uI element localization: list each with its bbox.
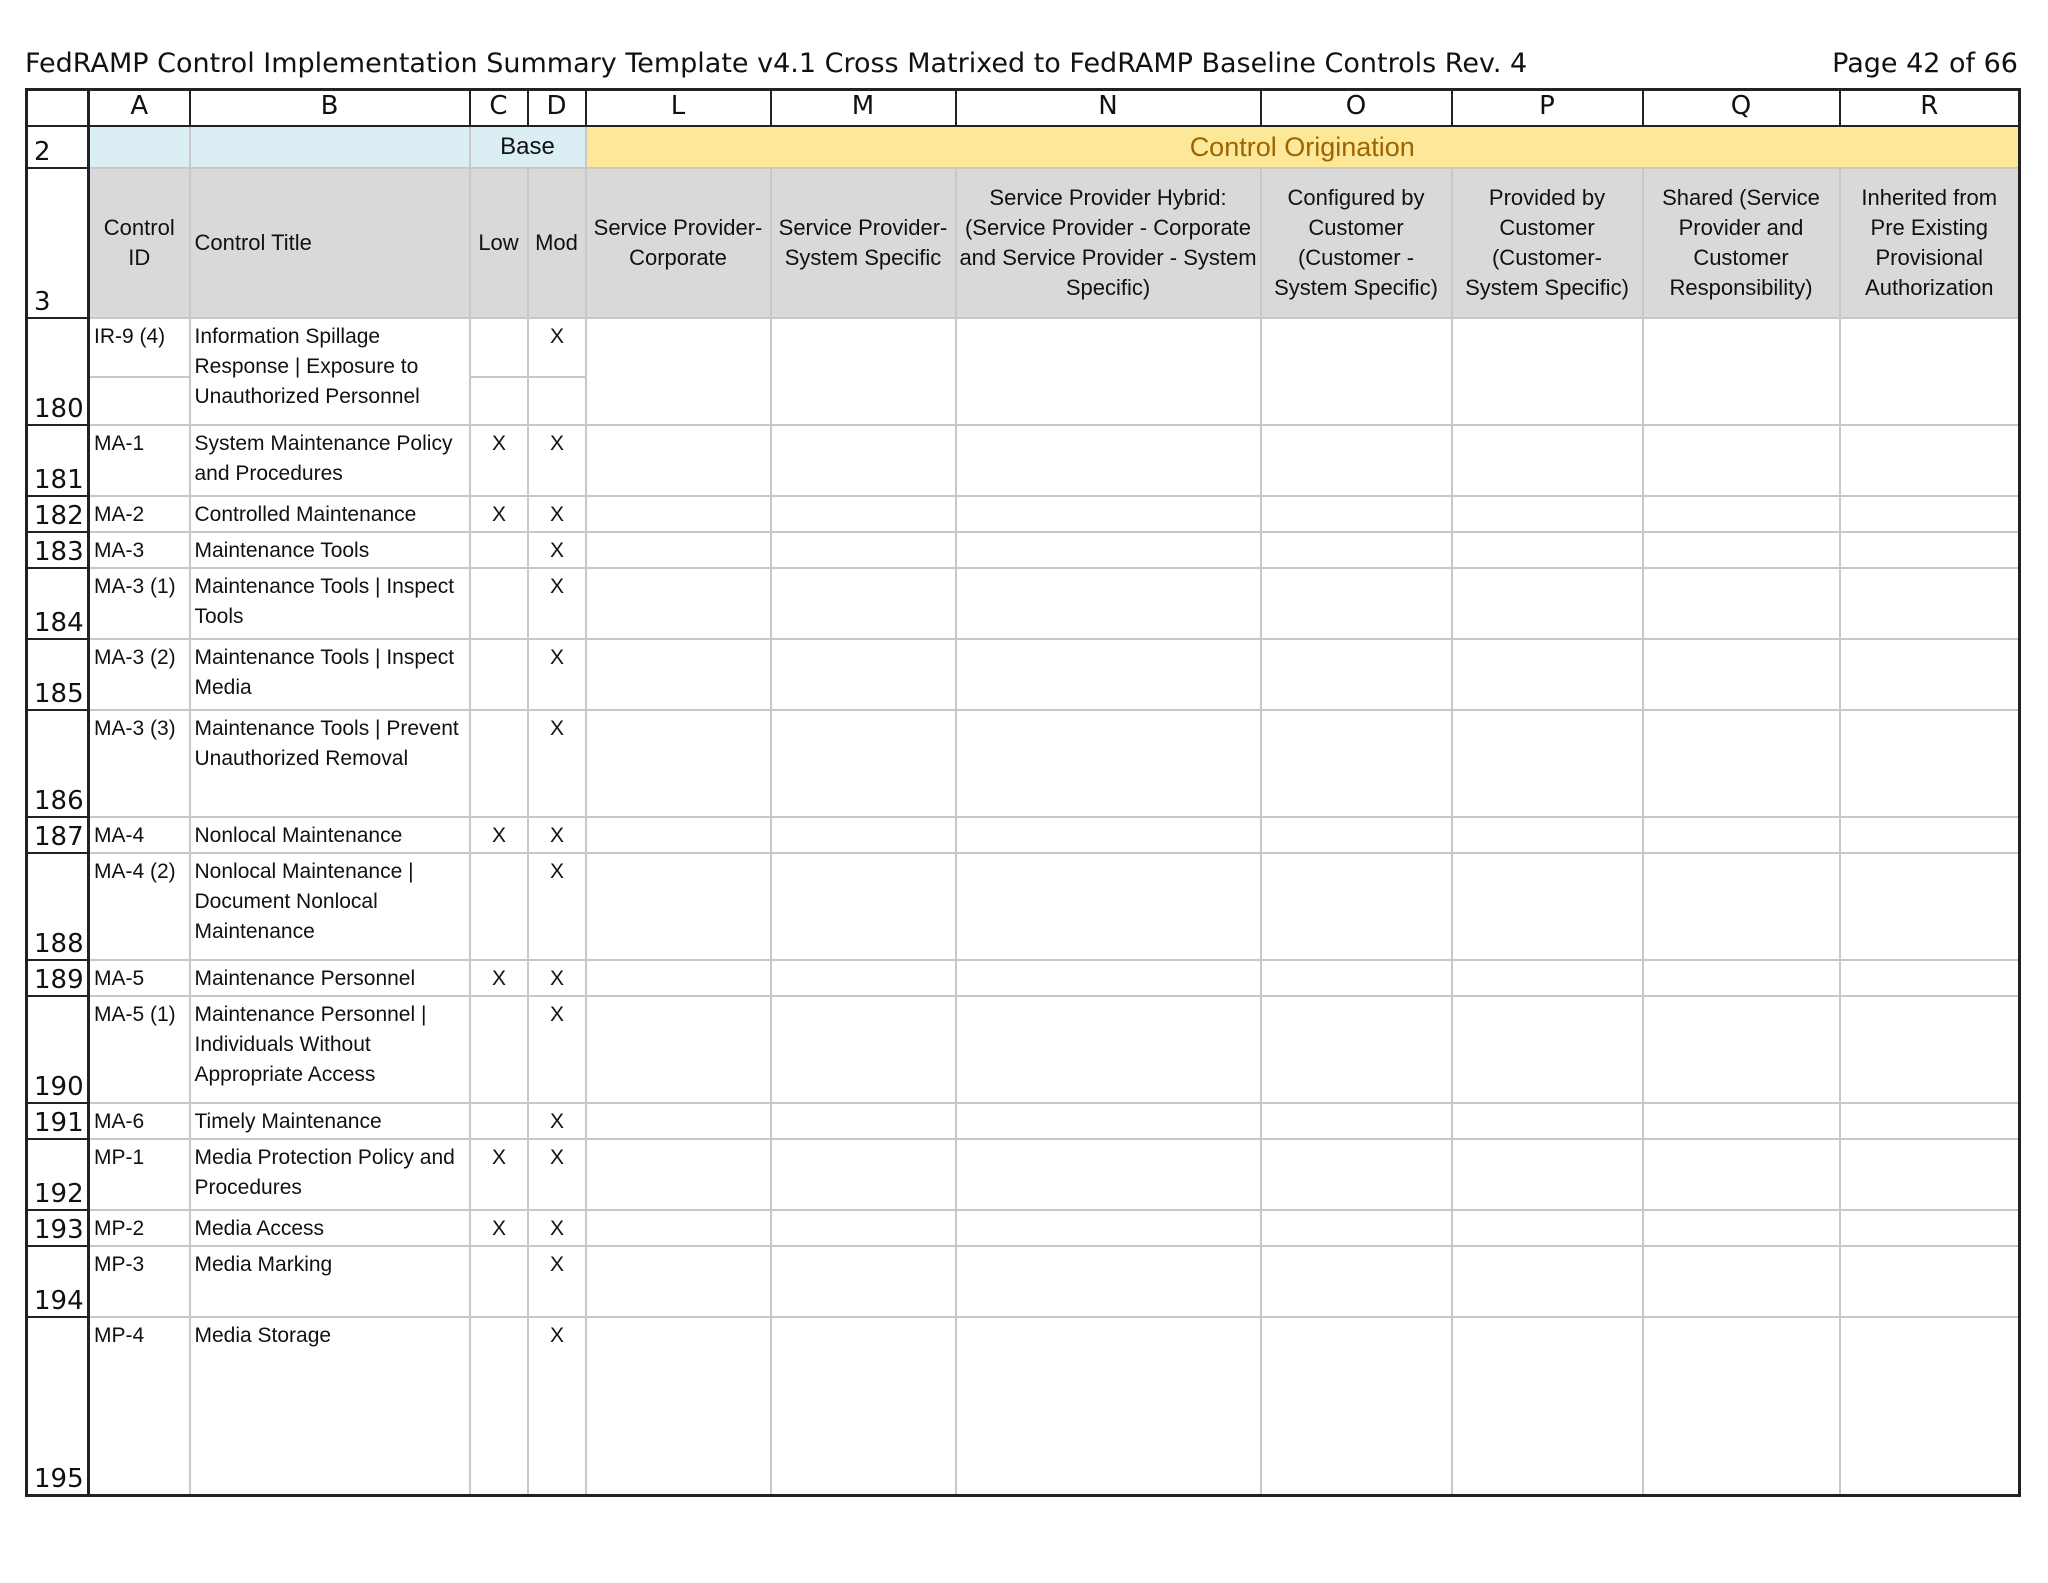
row-number[interactable]: 180 bbox=[27, 318, 89, 425]
origination-cell[interactable] bbox=[956, 1103, 1261, 1139]
table-row bbox=[27, 1317, 2020, 1495]
low-cell[interactable]: X bbox=[470, 1210, 528, 1246]
origination-cell[interactable] bbox=[1840, 853, 2020, 960]
merged-cell-divider bbox=[471, 376, 527, 378]
origination-cell[interactable] bbox=[1643, 960, 1840, 996]
origination-cell[interactable] bbox=[1261, 639, 1452, 710]
origination-cell[interactable] bbox=[1643, 817, 1840, 853]
row-number[interactable]: 181 bbox=[27, 425, 89, 496]
origination-cell[interactable] bbox=[1643, 318, 1840, 425]
origination-cell[interactable] bbox=[1643, 1139, 1840, 1210]
low-cell[interactable] bbox=[470, 853, 528, 960]
origination-cell[interactable] bbox=[956, 817, 1261, 853]
row-number[interactable]: 188 bbox=[27, 853, 89, 960]
control-origination-group-header[interactable]: Control Origination bbox=[586, 126, 2020, 168]
control-id-cell[interactable]: MP-4 bbox=[89, 1317, 190, 1495]
origination-cell[interactable] bbox=[1261, 496, 1452, 532]
low-cell[interactable]: X bbox=[470, 425, 528, 496]
origination-cell[interactable] bbox=[1840, 318, 2020, 425]
table-row bbox=[27, 318, 2020, 425]
mod-cell[interactable]: X bbox=[528, 960, 586, 996]
header-sp-system-specific[interactable]: Service Provider-System Specific bbox=[771, 168, 956, 318]
header-low[interactable]: Low bbox=[470, 168, 528, 318]
row-number[interactable]: 191 bbox=[27, 1103, 89, 1139]
column-header-m[interactable]: M bbox=[771, 90, 956, 127]
control-id-cell[interactable]: MP-1 bbox=[89, 1139, 190, 1210]
origination-cell[interactable] bbox=[771, 639, 956, 710]
row-number[interactable]: 184 bbox=[27, 568, 89, 639]
row-number[interactable]: 189 bbox=[27, 960, 89, 996]
control-title-cell[interactable]: System Maintenance Policy and Procedures bbox=[190, 425, 470, 496]
mod-cell[interactable]: X bbox=[528, 639, 586, 710]
column-header-a[interactable]: A bbox=[89, 90, 190, 127]
control-id: IR-9 (4) bbox=[94, 325, 166, 348]
row-number[interactable]: 2 bbox=[27, 126, 89, 168]
origination-cell[interactable] bbox=[586, 568, 771, 639]
mod-cell[interactable]: X bbox=[528, 1103, 586, 1139]
control-title-cell[interactable]: Maintenance Personnel | Individuals Without Appropriate Access bbox=[190, 996, 470, 1103]
origination-cell[interactable] bbox=[771, 817, 956, 853]
origination-cell[interactable] bbox=[1261, 710, 1452, 817]
table-row bbox=[27, 496, 2020, 532]
low-cell[interactable] bbox=[470, 1317, 528, 1495]
table-row bbox=[27, 710, 2020, 817]
row-number[interactable]: 194 bbox=[27, 1246, 89, 1317]
origination-cell[interactable] bbox=[586, 318, 771, 425]
origination-cell[interactable] bbox=[586, 496, 771, 532]
column-header-r[interactable]: R bbox=[1840, 90, 2020, 127]
low-cell[interactable]: X bbox=[470, 960, 528, 996]
mod-cell[interactable]: X bbox=[528, 532, 586, 568]
origination-cell[interactable] bbox=[1261, 318, 1452, 425]
control-id-cell[interactable]: MA-3 (3) bbox=[89, 710, 190, 817]
origination-cell[interactable] bbox=[771, 318, 956, 425]
origination-cell[interactable] bbox=[1643, 568, 1840, 639]
table-row bbox=[27, 532, 2020, 568]
origination-cell[interactable] bbox=[586, 960, 771, 996]
origination-cell[interactable] bbox=[771, 1139, 956, 1210]
control-id-cell[interactable]: MA-3 (2) bbox=[89, 639, 190, 710]
low-cell[interactable] bbox=[470, 996, 528, 1103]
origination-cell[interactable] bbox=[1840, 710, 2020, 817]
low-cell[interactable] bbox=[470, 318, 528, 425]
origination-cell[interactable] bbox=[1643, 639, 1840, 710]
control-id-cell[interactable]: MA-3 (1) bbox=[89, 568, 190, 639]
merged-cell-divider bbox=[529, 376, 585, 378]
origination-cell[interactable] bbox=[1840, 1317, 2020, 1495]
origination-cell[interactable] bbox=[771, 1317, 956, 1495]
origination-cell[interactable] bbox=[1643, 496, 1840, 532]
origination-cell[interactable] bbox=[1840, 1103, 2020, 1139]
origination-cell[interactable] bbox=[771, 425, 956, 496]
row-number[interactable]: 192 bbox=[27, 1139, 89, 1210]
control-id-cell[interactable]: MA-5 bbox=[89, 960, 190, 996]
control-title-cell[interactable]: Nonlocal Maintenance bbox=[190, 817, 470, 853]
origination-cell[interactable] bbox=[1452, 853, 1643, 960]
origination-cell[interactable] bbox=[1840, 568, 2020, 639]
origination-cell[interactable] bbox=[1261, 568, 1452, 639]
row-number[interactable]: 187 bbox=[27, 817, 89, 853]
origination-cell[interactable] bbox=[586, 425, 771, 496]
control-id-cell[interactable]: MA-2 bbox=[89, 496, 190, 532]
origination-cell[interactable] bbox=[956, 1210, 1261, 1246]
origination-cell[interactable] bbox=[1261, 996, 1452, 1103]
document-title: FedRAMP Control Implementation Summary Template v4.1 Cross Matrixed to FedRAMP Baseline Controls Rev. 4 bbox=[25, 48, 1528, 79]
origination-cell[interactable] bbox=[1261, 1317, 1452, 1495]
table-row bbox=[27, 853, 2020, 960]
origination-cell[interactable] bbox=[1840, 1139, 2020, 1210]
origination-cell[interactable] bbox=[956, 1139, 1261, 1210]
origination-cell[interactable] bbox=[1840, 532, 2020, 568]
origination-cell[interactable] bbox=[1643, 710, 1840, 817]
origination-cell[interactable] bbox=[1261, 1210, 1452, 1246]
band-row bbox=[27, 126, 2020, 168]
origination-cell[interactable] bbox=[1840, 1246, 2020, 1317]
control-title-cell[interactable]: Nonlocal Maintenance | Document Nonlocal Maintenance bbox=[190, 853, 470, 960]
column-header-o[interactable]: O bbox=[1261, 90, 1452, 127]
origination-cell[interactable] bbox=[586, 639, 771, 710]
page-number: Page 42 of 66 bbox=[1832, 48, 2018, 79]
origination-cell[interactable] bbox=[1643, 996, 1840, 1103]
row-number[interactable]: 183 bbox=[27, 532, 89, 568]
origination-cell[interactable] bbox=[1452, 425, 1643, 496]
column-header-l[interactable]: L bbox=[586, 90, 771, 127]
origination-cell[interactable] bbox=[1261, 817, 1452, 853]
origination-cell[interactable] bbox=[1643, 1103, 1840, 1139]
origination-cell[interactable] bbox=[1643, 1210, 1840, 1246]
row-number[interactable]: 182 bbox=[27, 496, 89, 532]
mod-cell[interactable]: X bbox=[528, 1317, 586, 1495]
header-configured-by-customer[interactable]: Configured by Customer (Customer - System Specific) bbox=[1261, 168, 1452, 318]
origination-cell[interactable] bbox=[1840, 425, 2020, 496]
origination-cell[interactable] bbox=[1840, 996, 2020, 1103]
origination-cell[interactable] bbox=[1261, 960, 1452, 996]
low-cell[interactable] bbox=[470, 532, 528, 568]
origination-cell[interactable] bbox=[1643, 532, 1840, 568]
row-number[interactable]: 3 bbox=[27, 168, 89, 318]
origination-cell[interactable] bbox=[1840, 960, 2020, 996]
low-cell[interactable]: X bbox=[470, 1139, 528, 1210]
table-row bbox=[27, 1210, 2020, 1246]
control-title-cell[interactable]: Information Spillage Response | Exposure to Unauthorized Personnel bbox=[190, 318, 470, 425]
band-cell-b[interactable] bbox=[190, 126, 470, 168]
origination-cell[interactable] bbox=[956, 639, 1261, 710]
control-title-cell[interactable]: Maintenance Tools | Prevent Unauthorized Removal bbox=[190, 710, 470, 817]
header-inherited[interactable]: Inherited from Pre Existing Provisional Authorization bbox=[1840, 168, 2020, 318]
origination-cell[interactable] bbox=[1452, 639, 1643, 710]
control-title-cell[interactable]: Media Access bbox=[190, 1210, 470, 1246]
control-id-cell[interactable]: MP-3 bbox=[89, 1246, 190, 1317]
column-header-n[interactable]: N bbox=[956, 90, 1261, 127]
origination-cell[interactable] bbox=[1452, 1317, 1643, 1495]
control-title-cell[interactable]: Timely Maintenance bbox=[190, 1103, 470, 1139]
origination-cell[interactable] bbox=[1452, 1103, 1643, 1139]
control-id-cell[interactable]: MA-5 (1) bbox=[89, 996, 190, 1103]
table-row bbox=[27, 639, 2020, 710]
header-sp-corporate[interactable]: Service Provider-Corporate bbox=[586, 168, 771, 318]
origination-cell[interactable] bbox=[1643, 425, 1840, 496]
origination-cell[interactable] bbox=[771, 496, 956, 532]
mod-cell[interactable]: X bbox=[528, 710, 586, 817]
column-header-d[interactable]: D bbox=[528, 90, 586, 127]
origination-cell[interactable] bbox=[1452, 1210, 1643, 1246]
header-row bbox=[27, 168, 2020, 318]
origination-cell[interactable] bbox=[1643, 1317, 1840, 1495]
origination-cell[interactable] bbox=[1840, 817, 2020, 853]
base-group-header[interactable]: Base bbox=[470, 126, 586, 168]
header-shared[interactable]: Shared (Service Provider and Customer Responsibility) bbox=[1643, 168, 1840, 318]
origination-cell[interactable] bbox=[956, 1317, 1261, 1495]
table-row bbox=[27, 1103, 2020, 1139]
low-cell[interactable]: X bbox=[470, 817, 528, 853]
control-title-cell[interactable]: Media Marking bbox=[190, 1246, 470, 1317]
row-number[interactable]: 186 bbox=[27, 710, 89, 817]
control-title-cell[interactable]: Controlled Maintenance bbox=[190, 496, 470, 532]
control-title-cell[interactable]: Media Storage bbox=[190, 1317, 470, 1495]
origination-cell[interactable] bbox=[586, 1210, 771, 1246]
mod-cell[interactable]: X bbox=[528, 1139, 586, 1210]
origination-cell[interactable] bbox=[956, 425, 1261, 496]
mod-cell[interactable]: X bbox=[528, 853, 586, 960]
control-id-cell[interactable]: MA-4 (2) bbox=[89, 853, 190, 960]
mod-cell[interactable]: X bbox=[528, 1210, 586, 1246]
origination-cell[interactable] bbox=[956, 568, 1261, 639]
origination-cell[interactable] bbox=[1261, 1139, 1452, 1210]
origination-cell[interactable] bbox=[586, 1246, 771, 1317]
column-header-q[interactable]: Q bbox=[1643, 90, 1840, 127]
origination-cell[interactable] bbox=[956, 318, 1261, 425]
origination-cell[interactable] bbox=[956, 1246, 1261, 1317]
header-mod[interactable]: Mod bbox=[528, 168, 586, 318]
origination-cell[interactable] bbox=[1452, 568, 1643, 639]
merged-cell-divider bbox=[90, 376, 189, 378]
origination-cell[interactable] bbox=[1261, 853, 1452, 960]
low-cell[interactable] bbox=[470, 1246, 528, 1317]
control-id-cell[interactable]: MA-6 bbox=[89, 1103, 190, 1139]
low-cell[interactable] bbox=[470, 568, 528, 639]
origination-cell[interactable] bbox=[771, 532, 956, 568]
origination-cell[interactable] bbox=[1840, 496, 2020, 532]
table-row bbox=[27, 568, 2020, 639]
table-row bbox=[27, 1139, 2020, 1210]
origination-cell[interactable] bbox=[771, 710, 956, 817]
low-cell[interactable]: X bbox=[470, 496, 528, 532]
header-control-title[interactable]: Control Title bbox=[190, 168, 470, 318]
origination-cell[interactable] bbox=[956, 532, 1261, 568]
origination-cell[interactable] bbox=[586, 817, 771, 853]
column-header-b[interactable]: B bbox=[190, 90, 470, 127]
origination-cell[interactable] bbox=[1452, 710, 1643, 817]
control-id-cell[interactable]: MA-1 bbox=[89, 425, 190, 496]
mod-cell[interactable] bbox=[528, 318, 586, 425]
origination-cell[interactable] bbox=[1452, 817, 1643, 853]
origination-cell[interactable] bbox=[1452, 318, 1643, 425]
control-title-cell[interactable]: Maintenance Tools | Inspect Media bbox=[190, 639, 470, 710]
table-row bbox=[27, 817, 2020, 853]
table-row bbox=[27, 960, 2020, 996]
origination-cell[interactable] bbox=[1261, 425, 1452, 496]
control-id-cell[interactable]: MP-2 bbox=[89, 1210, 190, 1246]
column-header-p[interactable]: P bbox=[1452, 90, 1643, 127]
origination-cell[interactable] bbox=[771, 568, 956, 639]
header-sp-hybrid[interactable]: Service Provider Hybrid: (Service Provider - Corporate and Service Provider - System Specific) bbox=[956, 168, 1261, 318]
low-cell[interactable] bbox=[470, 710, 528, 817]
control-title-cell[interactable]: Maintenance Personnel bbox=[190, 960, 470, 996]
origination-cell[interactable] bbox=[1452, 960, 1643, 996]
origination-cell[interactable] bbox=[956, 996, 1261, 1103]
origination-cell[interactable] bbox=[956, 853, 1261, 960]
origination-cell[interactable] bbox=[586, 1103, 771, 1139]
origination-cell[interactable] bbox=[771, 1246, 956, 1317]
origination-cell[interactable] bbox=[586, 996, 771, 1103]
origination-cell[interactable] bbox=[586, 710, 771, 817]
control-id-cell[interactable]: MA-3 bbox=[89, 532, 190, 568]
row-number[interactable]: 193 bbox=[27, 1210, 89, 1246]
mod-cell[interactable]: X bbox=[528, 996, 586, 1103]
origination-cell[interactable] bbox=[956, 960, 1261, 996]
origination-cell[interactable] bbox=[1840, 1210, 2020, 1246]
origination-cell[interactable] bbox=[1261, 1103, 1452, 1139]
control-matrix-table bbox=[25, 88, 2021, 1497]
origination-cell[interactable] bbox=[1452, 996, 1643, 1103]
origination-cell[interactable] bbox=[771, 1210, 956, 1246]
band-cell-a[interactable] bbox=[89, 126, 190, 168]
corner-cell[interactable] bbox=[27, 90, 89, 127]
origination-cell[interactable] bbox=[1452, 496, 1643, 532]
low-cell[interactable] bbox=[470, 639, 528, 710]
origination-cell[interactable] bbox=[586, 532, 771, 568]
origination-cell[interactable] bbox=[1840, 639, 2020, 710]
column-header-c[interactable]: C bbox=[470, 90, 528, 127]
origination-cell[interactable] bbox=[1643, 853, 1840, 960]
control-title-cell[interactable]: Maintenance Tools | Inspect Tools bbox=[190, 568, 470, 639]
row-number[interactable]: 195 bbox=[27, 1317, 89, 1495]
mod-cell[interactable]: X bbox=[528, 425, 586, 496]
origination-cell[interactable] bbox=[1452, 1246, 1643, 1317]
mod-cell[interactable]: X bbox=[528, 496, 586, 532]
mod-cell[interactable]: X bbox=[528, 1246, 586, 1317]
origination-cell[interactable] bbox=[586, 853, 771, 960]
row-number[interactable]: 185 bbox=[27, 639, 89, 710]
origination-cell[interactable] bbox=[771, 960, 956, 996]
mod-cell[interactable]: X bbox=[528, 568, 586, 639]
origination-cell[interactable] bbox=[956, 710, 1261, 817]
origination-cell[interactable] bbox=[1261, 1246, 1452, 1317]
table-row bbox=[27, 425, 2020, 496]
control-id-cell[interactable] bbox=[89, 318, 190, 425]
origination-cell[interactable] bbox=[771, 853, 956, 960]
origination-cell[interactable] bbox=[586, 1317, 771, 1495]
mod-mark: X bbox=[549, 325, 564, 348]
origination-cell[interactable] bbox=[1643, 1246, 1840, 1317]
origination-cell[interactable] bbox=[771, 996, 956, 1103]
low-cell[interactable] bbox=[470, 1103, 528, 1139]
origination-cell[interactable] bbox=[771, 1103, 956, 1139]
origination-cell[interactable] bbox=[1452, 532, 1643, 568]
origination-cell[interactable] bbox=[956, 496, 1261, 532]
control-title-cell[interactable]: Maintenance Tools bbox=[190, 532, 470, 568]
control-title-cell[interactable]: Media Protection Policy and Procedures bbox=[190, 1139, 470, 1210]
header-provided-by-customer[interactable]: Provided by Customer (Customer- System Specific) bbox=[1452, 168, 1643, 318]
row-number[interactable]: 190 bbox=[27, 996, 89, 1103]
origination-cell[interactable] bbox=[586, 1139, 771, 1210]
origination-cell[interactable] bbox=[1452, 1139, 1643, 1210]
mod-cell[interactable]: X bbox=[528, 817, 586, 853]
table-row bbox=[27, 996, 2020, 1103]
origination-cell[interactable] bbox=[1261, 532, 1452, 568]
column-letter-row bbox=[27, 90, 2020, 127]
header-control-id[interactable]: Control ID bbox=[89, 168, 190, 318]
control-id-cell[interactable]: MA-4 bbox=[89, 817, 190, 853]
table-row bbox=[27, 1246, 2020, 1317]
